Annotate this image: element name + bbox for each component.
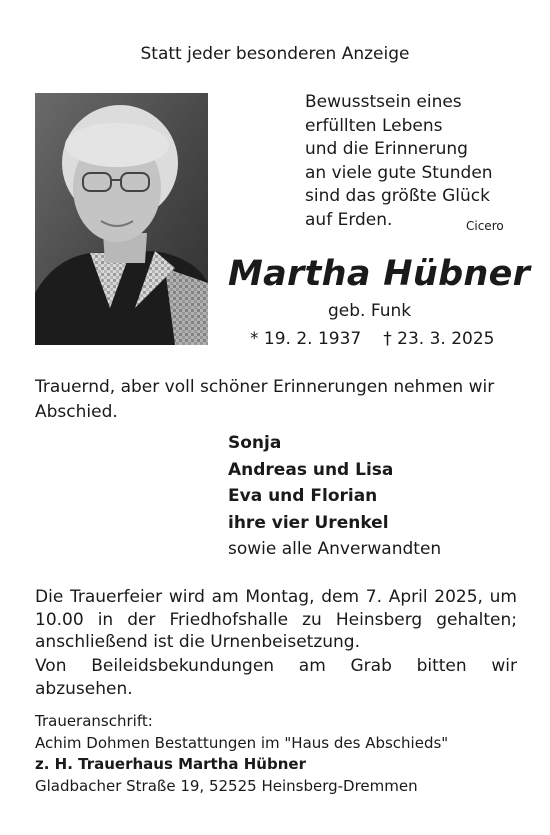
condolence-note: Von Beileidsbekundungen am Grab bitten wir abzusehen. [35,656,517,699]
mourner-name: Sonja [228,433,282,453]
deceased-name: Martha Hübner [228,254,531,294]
birth-date: * 19. 2. 1937 [250,329,362,349]
quote-line: erfüllten Lebens [305,115,443,136]
quote-author: Cicero [466,219,504,233]
portrait-photo [35,93,208,345]
quote-line: sind das größte Glück [305,186,490,206]
life-dates [250,329,494,349]
address-label: Traueranschrift: [35,712,153,730]
quote-block [305,91,493,232]
funeral-info: Die Trauerfeier wird am Montag, dem 7. April 2025, um 10.00 in der Friedhofshalle zu Heinsberg gehalten; anschließend ist die Urnenbeisetzung. [35,587,517,652]
quote-line: an viele gute Stunden [305,162,493,183]
address-line: Gladbacher Straße 19, 52525 Heinsberg-Dremmen [35,776,418,795]
quote-line: Bewusstsein eines [305,92,462,112]
notice-header: Statt jeder besonderen Anzeige [140,44,410,64]
address-line: Achim Dohmen Bestattungen im "Haus des Abschieds" [35,733,449,752]
mourner-name: ihre vier Urenkel [228,512,389,533]
mourning-address [35,711,448,797]
mourners-others: sowie alle Anverwandten [228,539,442,559]
mourner-name: Eva und Florian [228,486,378,506]
mourner-name: Andreas und Lisa [228,459,394,480]
intro-text: Trauernd, aber voll schöner Erinnerungen nehmen wir Abschied. [35,377,495,422]
death-date: † 23. 3. 2025 [383,329,495,349]
quote-line: auf Erden. [305,209,393,230]
birth-name: geb. Funk [328,301,412,321]
mourners-list [228,430,441,563]
address-line: z. H. Trauerhaus Martha Hübner [35,755,306,773]
quote-line: und die Erinnerung [305,139,468,159]
